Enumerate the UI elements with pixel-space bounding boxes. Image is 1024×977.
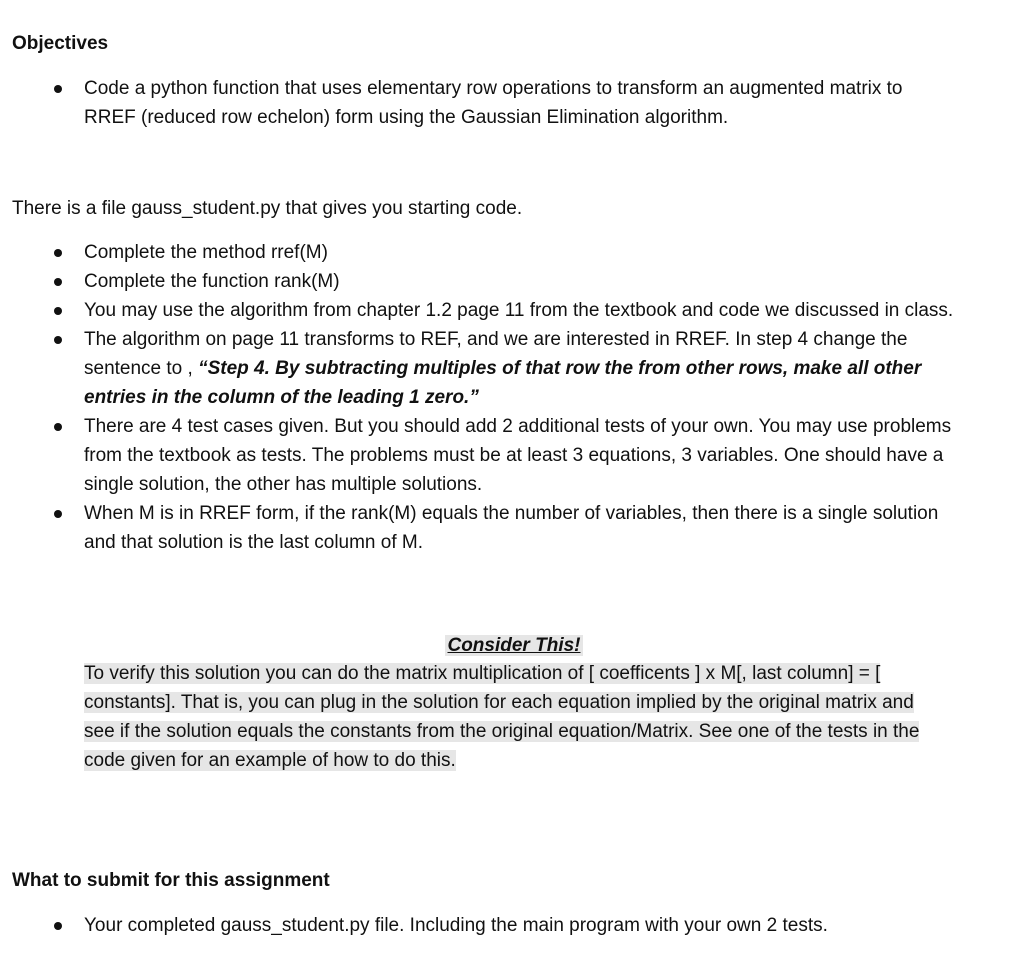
step4-quote: “Step 4. By subtracting multiples of that row the from other rows, make all other entries in the column of the leading 1 zero.” <box>84 358 922 408</box>
list-item: When M is in RREF form, if the rank(M) equals the number of variables, then there is a single solution and that solution is the last column of M. <box>0 499 954 557</box>
submit-heading: What to submit for this assignment <box>12 870 330 891</box>
objectives-heading: Objectives <box>12 33 109 54</box>
consider-this-title <box>84 632 944 659</box>
list-item: You may use the algorithm from chapter 1.2 page 11 from the textbook and code we discussed in class. <box>0 296 954 325</box>
consider-this-body-text: To verify this solution you can do the matrix multiplication of [ coefficents ] x M[, last column] = [ constants]. That is, you can plug in the solution for each equation implied by the original matrix and see if the solution equals the constants from the original equation/Matrix. See one of the tests in the code given for an example of how to do this. <box>84 663 920 771</box>
consider-this-callout <box>84 632 944 775</box>
intro-paragraph: There is a file gauss_student.py that gives you starting code. <box>12 198 523 219</box>
tasks-list <box>0 238 1000 557</box>
list-item: Complete the function rank(M) <box>0 267 954 296</box>
list-item: Complete the method rref(M) <box>0 238 954 267</box>
objectives-list <box>0 74 1000 132</box>
submit-list <box>0 911 1000 940</box>
list-item: There are 4 test cases given. But you should add 2 additional tests of your own. You may use problems from the textbook as tests. The problems must be at least 3 equations, 3 variables. One should have a single solution, the other has multiple solutions. <box>0 412 954 499</box>
consider-this-title-text: Consider This! <box>447 635 581 656</box>
list-item <box>0 325 954 412</box>
list-item: Your completed gauss_student.py file. Including the main program with your own 2 tests. <box>0 911 954 940</box>
consider-this-body <box>84 659 944 775</box>
step4-intro-text: The algorithm on page 11 transforms to REF, and we are interested in RREF. In step 4 change the sentence to , <box>84 329 908 379</box>
list-item: Code a python function that uses elementary row operations to transform an augmented matrix to RREF (reduced row echelon) form using the Gaussian Elimination algorithm. <box>0 74 954 132</box>
